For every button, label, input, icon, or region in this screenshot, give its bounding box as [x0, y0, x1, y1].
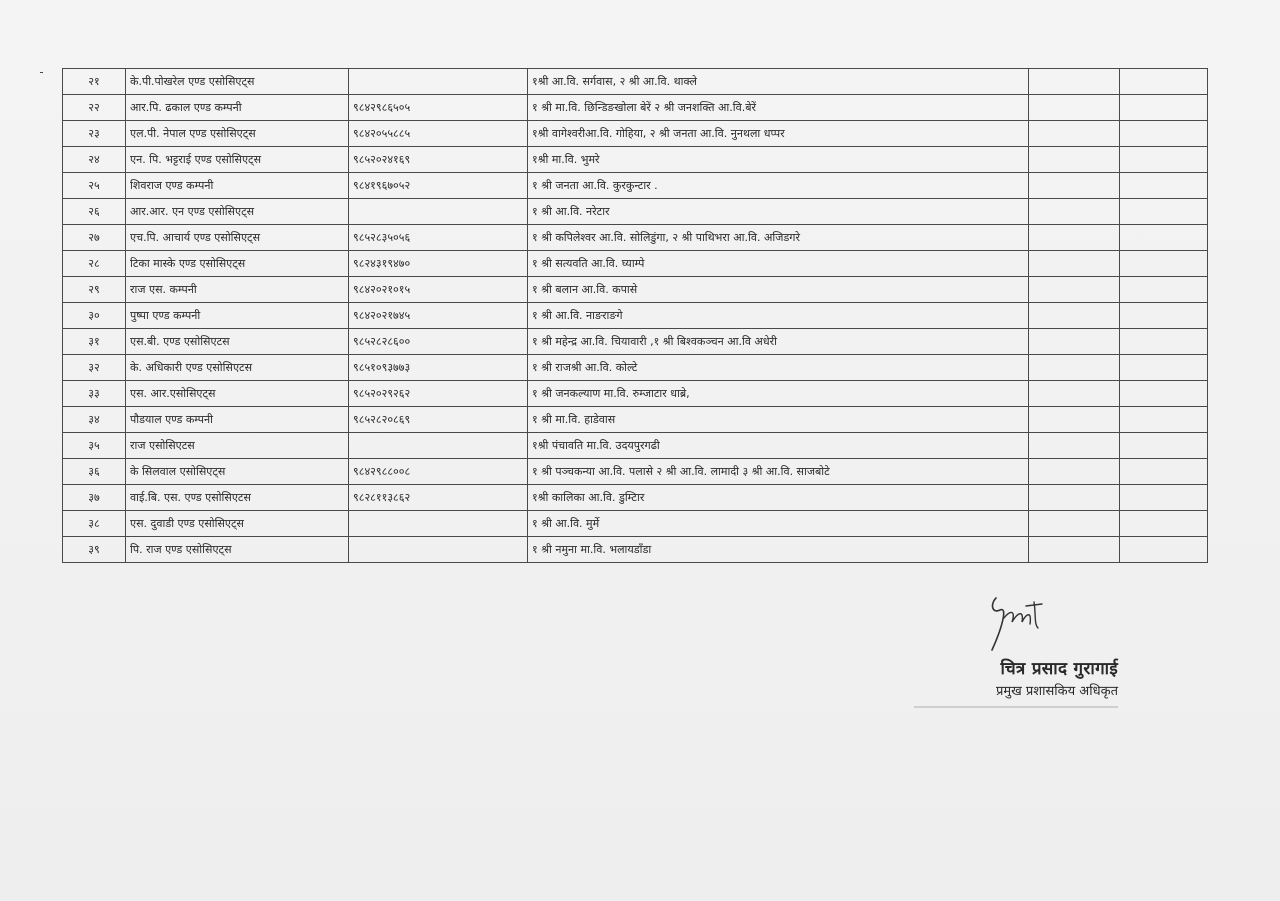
table-row: [63, 407, 1208, 433]
assigned-schools-cell: १श्री कालिका आ.वि. डुम्टिार: [528, 485, 1029, 511]
firm-name-cell: एस. दुवाडी एण्ड एसोसिएट्स: [126, 511, 349, 537]
firm-name-cell: टिका मास्के एण्ड एसोसिएट्स: [126, 251, 349, 277]
phone-number-cell: [349, 69, 528, 95]
firm-name-cell: एस. आर.एसोसिएट्स: [126, 381, 349, 407]
firm-name-cell: एस.बी. एण्ड एसोसिएटस: [126, 329, 349, 355]
empty-cell: [1029, 121, 1120, 147]
firm-name-cell: आर.आर. एन एण्ड एसोसिएट्स: [126, 199, 349, 225]
phone-number-cell: [349, 537, 528, 563]
phone-number-cell: ९८५२८३५०५६: [349, 225, 528, 251]
empty-cell: [1029, 537, 1120, 563]
phone-number-cell: ९८४२०२१७४५: [349, 303, 528, 329]
table-row: [63, 329, 1208, 355]
assigned-schools-cell: १ श्री कपिलेश्वर आ.वि. सोलिडुंगा, २ श्री पाथिभरा आ.वि. अजिडगरे: [528, 225, 1029, 251]
table-row: [63, 381, 1208, 407]
empty-cell: [1029, 95, 1120, 121]
empty-cell: [1029, 251, 1120, 277]
firm-name-cell: पि. राज एण्ड एसोसिएट्स: [126, 537, 349, 563]
empty-cell: [1029, 329, 1120, 355]
signatory-block: [912, 656, 1118, 699]
firm-name-cell: एन. पि. भट्टराई एण्ड एसोसिएट्स: [126, 147, 349, 173]
assigned-schools-cell: १ श्री मा.वि. छिन्डिङखोला बेरें २ श्री जनशक्ति आ.वि.बेरें: [528, 95, 1029, 121]
auditor-assignment-table: [62, 68, 1208, 563]
empty-cell: [1120, 147, 1208, 173]
serial-number-cell: २१: [63, 69, 126, 95]
signatory-title: प्रमुख प्रशासकिय अधिकृत: [995, 684, 1118, 699]
assigned-schools-cell: १श्री आ.वि. सर्गवास, २ श्री आ.वि. थाक्ले: [528, 69, 1029, 95]
assigned-schools-cell: १ श्री सत्यवति आ.वि. घ्याम्पे: [528, 251, 1029, 277]
serial-number-cell: २५: [63, 173, 126, 199]
phone-number-cell: ९८५२८२०८६९: [349, 407, 528, 433]
assigned-schools-cell: १ श्री जनता आ.वि. कुरकुन्टार .: [528, 173, 1029, 199]
empty-cell: [1029, 485, 1120, 511]
serial-number-cell: ३९: [63, 537, 126, 563]
empty-cell: [1120, 173, 1208, 199]
table-row: [63, 537, 1208, 563]
table-row: [63, 511, 1208, 537]
serial-number-cell: ३४: [63, 407, 126, 433]
serial-number-cell: ३२: [63, 355, 126, 381]
table-row: [63, 485, 1208, 511]
assigned-schools-cell: १श्री मा.वि. भुमरे: [528, 147, 1029, 173]
firm-name-cell: एच.पि. आचार्य एण्ड एसोसिएट्स: [126, 225, 349, 251]
firm-name-cell: पौडयाल एण्ड कम्पनी: [126, 407, 349, 433]
empty-cell: [1120, 277, 1208, 303]
empty-cell: [1120, 199, 1208, 225]
table-row: [63, 277, 1208, 303]
empty-cell: [1120, 225, 1208, 251]
assigned-schools-cell: १ श्री महेन्द्र आ.वि. चियावारी ,१ श्री बिश्वकञ्चन आ.वि अधेरी: [528, 329, 1029, 355]
firm-name-cell: आर.पि. ढकाल एण्ड कम्पनी: [126, 95, 349, 121]
empty-cell: [1120, 537, 1208, 563]
assigned-schools-cell: १ श्री मा.वि. हाडेवास: [528, 407, 1029, 433]
serial-number-cell: ३७: [63, 485, 126, 511]
empty-cell: [1029, 69, 1120, 95]
phone-number-cell: ९८५१०९३७७३: [349, 355, 528, 381]
empty-cell: [1029, 225, 1120, 251]
assigned-schools-cell: १श्री पंचावति मा.वि. उदयपुरगढी: [528, 433, 1029, 459]
firm-name-cell: वाई.बि. एस. एण्ड एसोसिएटस: [126, 485, 349, 511]
empty-cell: [1120, 355, 1208, 381]
firm-name-cell: शिवराज एण्ड कम्पनी: [126, 173, 349, 199]
serial-number-cell: २२: [63, 95, 126, 121]
assigned-schools-cell: १ श्री नमुना मा.वि. भलायडाँडा: [528, 537, 1029, 563]
serial-number-cell: ३८: [63, 511, 126, 537]
assigned-schools-cell: १श्री वागेश्वरीआ.वि. गोहिया, २ श्री जनता आ.वि. नुनथला धप्पर: [528, 121, 1029, 147]
assigned-schools-cell: १ श्री आ.वि. मुर्मे: [528, 511, 1029, 537]
table-row: [63, 225, 1208, 251]
empty-cell: [1120, 381, 1208, 407]
phone-number-cell: [349, 433, 528, 459]
phone-number-cell: ९८४२०२१०१५: [349, 277, 528, 303]
phone-number-cell: ९८५२८२८६००: [349, 329, 528, 355]
table-row: [63, 95, 1208, 121]
empty-cell: [1120, 121, 1208, 147]
assigned-schools-cell: १ श्री आ.वि. नाङराङगे: [528, 303, 1029, 329]
serial-number-cell: २७: [63, 225, 126, 251]
empty-cell: [1120, 433, 1208, 459]
signatory-name: चित्र प्रसाद गुरागाई: [1000, 659, 1118, 679]
table-row: [63, 303, 1208, 329]
empty-cell: [1029, 433, 1120, 459]
firm-name-cell: राज एस. कम्पनी: [126, 277, 349, 303]
phone-number-cell: ९८५२०२९२६२: [349, 381, 528, 407]
serial-number-cell: ३१: [63, 329, 126, 355]
empty-cell: [1029, 511, 1120, 537]
serial-number-cell: ३५: [63, 433, 126, 459]
table-row: [63, 433, 1208, 459]
empty-cell: [1120, 511, 1208, 537]
scan-speck: [40, 72, 43, 73]
table-row: [63, 199, 1208, 225]
serial-number-cell: ३०: [63, 303, 126, 329]
serial-number-cell: २३: [63, 121, 126, 147]
table-row: [63, 121, 1208, 147]
phone-number-cell: [349, 511, 528, 537]
firm-name-cell: पुष्पा एण्ड कम्पनी: [126, 303, 349, 329]
serial-number-cell: २६: [63, 199, 126, 225]
empty-cell: [1029, 303, 1120, 329]
empty-cell: [1120, 69, 1208, 95]
firm-name-cell: राज एसोसिएटस: [126, 433, 349, 459]
empty-cell: [1029, 277, 1120, 303]
stamp-underline: [914, 706, 1118, 708]
empty-cell: [1120, 459, 1208, 485]
assigned-schools-cell: १ श्री आ.वि. नरेटार: [528, 199, 1029, 225]
empty-cell: [1120, 485, 1208, 511]
assigned-schools-cell: १ श्री राजश्री आ.वि. कोल्टे: [528, 355, 1029, 381]
serial-number-cell: २४: [63, 147, 126, 173]
table-row: [63, 69, 1208, 95]
firm-name-cell: के.पी.पोखरेल एण्ड एसोसिएट्स: [126, 69, 349, 95]
assigned-schools-cell: १ श्री बलान आ.वि. कपासे: [528, 277, 1029, 303]
empty-cell: [1120, 251, 1208, 277]
serial-number-cell: २८: [63, 251, 126, 277]
serial-number-cell: २९: [63, 277, 126, 303]
empty-cell: [1029, 173, 1120, 199]
empty-cell: [1120, 407, 1208, 433]
handwritten-signature: [982, 588, 1052, 658]
table-row: [63, 147, 1208, 173]
table-row: [63, 355, 1208, 381]
empty-cell: [1029, 199, 1120, 225]
empty-cell: [1120, 95, 1208, 121]
phone-number-cell: ९८५२०२४१६९: [349, 147, 528, 173]
phone-number-cell: ९८४२९८८००८: [349, 459, 528, 485]
serial-number-cell: ३३: [63, 381, 126, 407]
phone-number-cell: ९८४२०५५८८५: [349, 121, 528, 147]
empty-cell: [1029, 381, 1120, 407]
firm-name-cell: के. अधिकारी एण्ड एसोसिएटस: [126, 355, 349, 381]
empty-cell: [1120, 329, 1208, 355]
table-row: [63, 251, 1208, 277]
empty-cell: [1120, 303, 1208, 329]
serial-number-cell: ३६: [63, 459, 126, 485]
table-row: [63, 459, 1208, 485]
phone-number-cell: ९८२८११३८६२: [349, 485, 528, 511]
empty-cell: [1029, 407, 1120, 433]
phone-number-cell: ९८४२९८६५०५: [349, 95, 528, 121]
firm-name-cell: एल.पी. नेपाल एण्ड एसोसिएट्स: [126, 121, 349, 147]
empty-cell: [1029, 147, 1120, 173]
assigned-schools-cell: १ श्री जनकल्याण मा.वि. रुम्जाटार धाब्रे,: [528, 381, 1029, 407]
assigned-schools-cell: १ श्री पञ्चकन्या आ.वि. पलासे २ श्री आ.वि. लामादी ३ श्री आ.वि. साजबोटे: [528, 459, 1029, 485]
phone-number-cell: ९८२४३१९४७०: [349, 251, 528, 277]
empty-cell: [1029, 355, 1120, 381]
phone-number-cell: ९८४१९६७०५२: [349, 173, 528, 199]
phone-number-cell: [349, 199, 528, 225]
firm-name-cell: के सिलवाल एसोसिएट्स: [126, 459, 349, 485]
empty-cell: [1029, 459, 1120, 485]
table-row: [63, 173, 1208, 199]
